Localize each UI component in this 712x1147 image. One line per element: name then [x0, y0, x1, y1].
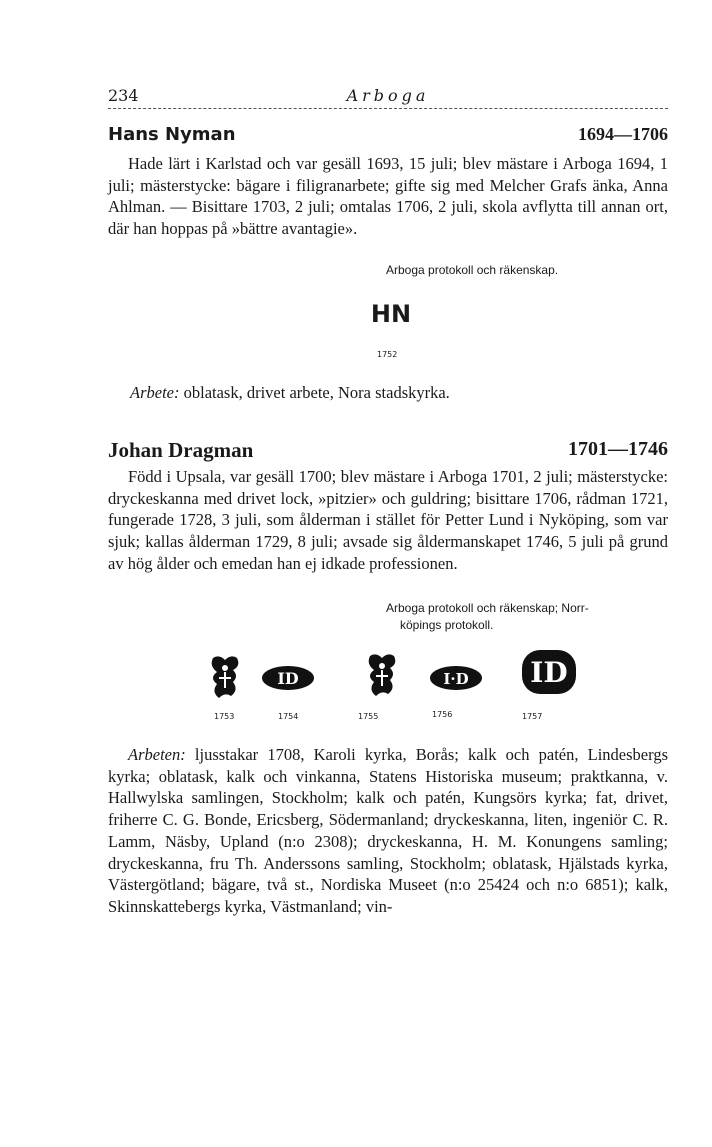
- entry-body-text: Född i Upsala, var gesäll 1700; blev mästare i Arboga 1701, 2 juli; mästerstycke: dryckeskanna med drivet lock, »pitzier» och guldring; bisittare 1706, rådman 1721, fungerade 1728, 3 juli, som ålderman i stället för Petter Lund i Nyköping, som var sjuk; kallas ålderman 1729, 8 juli; avsade sig åldermanskapet 1746, 5 juli på grund av hög ålder och emedan han ej idkade professionen.: [108, 467, 668, 573]
- works-line: [130, 383, 450, 403]
- hallmark-year: 1754: [278, 712, 299, 721]
- running-title: Arboga: [346, 86, 430, 105]
- page-header: [108, 86, 668, 110]
- entry-name: Johan Dragman: [108, 438, 254, 462]
- works-label: Arbete:: [130, 383, 180, 402]
- maker-mark-icon: [260, 664, 316, 692]
- city-arms-icon: [205, 652, 245, 702]
- works-paragraph: [108, 744, 668, 918]
- hallmark-year: 1755: [358, 712, 379, 721]
- source-reference: Arboga protokoll och räkenskap; Norr-: [386, 601, 589, 615]
- maker-mark-icon: [428, 664, 484, 692]
- hallmark-hn: HN: [370, 300, 412, 328]
- works-text: oblatask, drivet arbete, Nora stadskyrka.: [183, 383, 450, 402]
- header-rule: [108, 108, 668, 109]
- page-number: 234: [108, 86, 139, 105]
- maker-mark-text: I·D: [443, 670, 469, 688]
- works-label: Arbeten:: [128, 745, 186, 764]
- maker-mark-text: ID: [277, 669, 299, 688]
- hallmark-year: 1756: [432, 710, 453, 719]
- hallmark-year: 1753: [214, 712, 235, 721]
- entry-heading-hans-nyman: [108, 124, 668, 150]
- maker-mark-icon: [520, 648, 578, 696]
- maker-mark-text: ID: [530, 656, 568, 689]
- hallmark-year: 1752: [377, 350, 398, 359]
- entry-heading-johan-dragman: [108, 438, 668, 464]
- entry-dates: 1694—1706: [578, 124, 668, 144]
- source-reference-cont: köpings protokoll.: [400, 618, 494, 632]
- entry-name: Hans Nyman: [108, 124, 236, 145]
- works-text: ljusstakar 1708, Karoli kyrka, Borås; kalk och patén, Lindesbergs kyrka; oblatask, kalk och vinkanna, Statens Historiska museum; praktkanna, v. Hallwylska samlingen, Stockholm; kalk och patén, Kungsörs kyrka; fat, drivet, friherre C. G. Bonde, Ericsberg, Södermanland; dryckeskanna, liten, ingeniör C. R. Lamm, Näsby, Upland (n:o 2308); dryckeskanna, H. M. Konungens samling; dryckeskanna, fru Th. Anderssons samling, Stockholm; oblatask, Hjälstads kyrka, Västergötland; bägare, två st., Nordiska Museet (n:o 25424 och n:o 6851); kalk, Skinnskattebergs kyrka, Västmanland; vin-: [108, 745, 668, 916]
- entry-dates: 1701—1746: [568, 438, 668, 460]
- hallmark-year: 1757: [522, 712, 543, 721]
- source-reference: Arboga protokoll och räkenskap.: [386, 263, 559, 277]
- entry-body-text: Hade lärt i Karlstad och var gesäll 1693, 15 juli; blev mästare i Arboga 1694, 1 juli; mästerstycke: bägare i filigranarbete; gifte sig med Melcher Grafs änka, Anna Ahlman. — Bisittare 1703, 2 juli; omtalas 1706, 2 juli, skola avflytta till annan ort, där han hoppas på »bättre avantagie».: [108, 154, 668, 239]
- city-arms-icon: [362, 650, 402, 700]
